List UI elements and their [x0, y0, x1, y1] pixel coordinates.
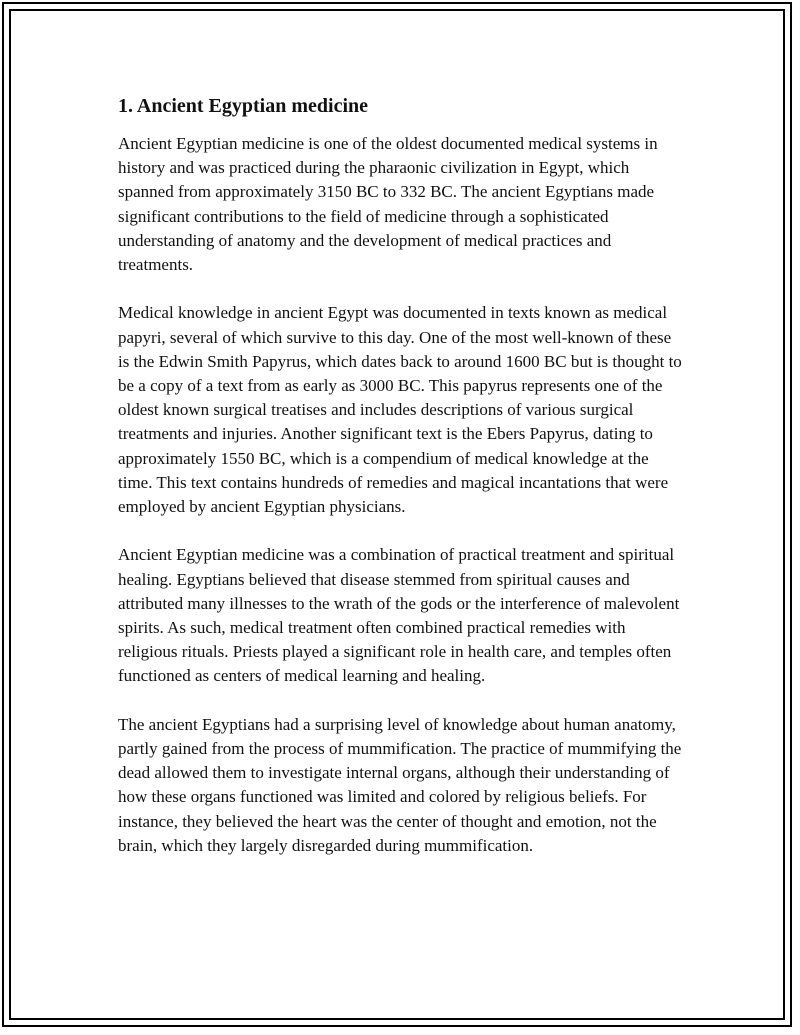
paragraph-anatomy: The ancient Egyptians had a surprising level of knowledge about human anatomy, partly gained from the process of mummification. The practice of mummifying the dead allowed them to investigate internal organs, although their understanding of how these organs functioned was limited and colored by religious beliefs. For instance, they believed the heart was the center of thought and emotion, not the brain, which they largely disregarded during mummification.: [118, 714, 682, 855]
paragraph-spiritual-healing: Ancient Egyptian medicine was a combination of practical treatment and spiritual healing. Egyptians believed that disease stemmed from spiritual causes and attributed many illnesses to the wrath of the gods or the interference of malevolent spirits. As such, medical treatment often combined practical remedies with religious rituals. Priests played a significant role in health care, and temples often functioned as centers of medical learning and healing.: [118, 545, 680, 686]
paragraph-intro: Ancient Egyptian medicine is one of the oldest documented medical systems in history and was practiced during the pharaonic civilization in Egypt, which spanned from approximately 3150 BC to 332 BC. The ancient Egyptians made significant contributions to the field of medicine through a sophisticated understanding of anatomy and the development of medical practices and treatments.: [118, 134, 658, 275]
paragraph-medical-papyri: Medical knowledge in ancient Egypt was documented in texts known as medical papyri, several of which survive to this day. One of the most well-known of these is the Edwin Smith Papyrus, which dates back to around 1600 BC but is thought to be a copy of a text from as early as 3000 BC. This papyrus represents one of the oldest known surgical treatises and includes descriptions of various surgical treatments and injuries. Another significant text is the Ebers Papyrus, dating to approximately 1550 BC, which is a compendium of medical knowledge at the time. This text contains hundreds of remedies and magical incantations that were employed by ancient Egyptian physicians.: [118, 303, 682, 517]
document-body: [118, 92, 684, 882]
section-heading: 1. Ancient Egyptian medicine: [118, 95, 369, 117]
